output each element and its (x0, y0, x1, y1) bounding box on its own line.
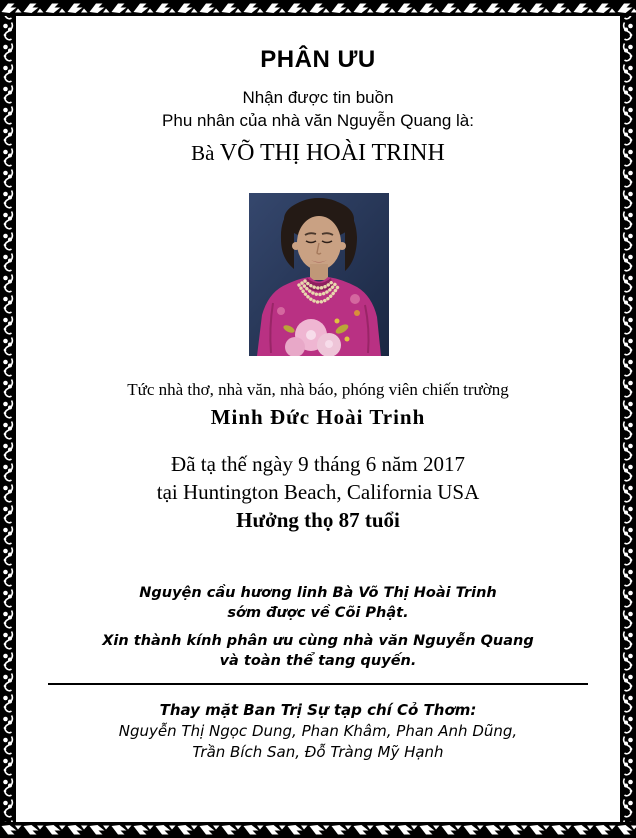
divider-line (48, 683, 588, 685)
signoff-names-line-2: Trần Bích San, Đỗ Tràng Mỹ Hạnh (192, 743, 444, 761)
intro-line-1: Nhận được tin buồn (242, 88, 394, 107)
pen-name: Minh Đức Hoài Trinh (210, 405, 426, 429)
condolence-line-2: và toàn thể tang quyến. (219, 653, 417, 669)
ornamental-border-right-icon (620, 0, 636, 838)
intro-line-2: Phu nhân của nhà văn Nguyễn Quang là: (162, 111, 474, 130)
deceased-name-line (16, 137, 620, 169)
honorific: Bà (191, 141, 215, 165)
ornamental-border-top-icon (0, 0, 636, 16)
ornamental-border-bottom-icon (0, 822, 636, 838)
page-title: PHÂN ƯU (260, 46, 376, 73)
ornamental-border-left-icon (0, 0, 16, 838)
roles-line: Tức nhà thơ, nhà văn, nhà báo, phóng viên chiến trường (127, 380, 509, 399)
signoff-names-line-1: Nguyễn Thị Ngọc Dung, Phan Khâm, Phan Anh Dũng, (118, 722, 518, 740)
condolence-line-1: Xin thành kính phân ưu cùng nhà văn Nguyễn Quang (102, 633, 534, 649)
death-place-line: tại Huntington Beach, California USA (156, 480, 480, 504)
portrait-photo (249, 193, 389, 356)
death-age-line: Hưởng thọ 87 tuổi (236, 508, 400, 532)
death-date-line: Đã tạ thế ngày 9 tháng 6 năm 2017 (171, 452, 465, 476)
prayer-line-1: Nguyện cầu hương linh Bà Võ Thị Hoài Trinh (139, 585, 497, 601)
prayer-line-2: sớm được về Cõi Phật. (227, 605, 409, 621)
deceased-name: VÕ THỊ HOÀI TRINH (219, 140, 445, 166)
signoff-title: Thay mặt Ban Trị Sự tạp chí Cỏ Thơm: (159, 701, 477, 719)
